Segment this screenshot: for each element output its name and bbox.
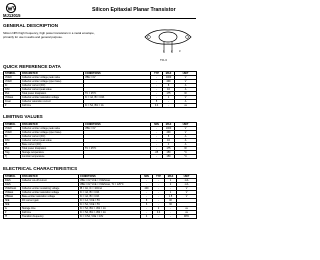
table-cell: IC = 4A, IB = 0.8A	[79, 191, 141, 195]
table-cell: V	[175, 96, 197, 100]
table-cell: -	[141, 207, 153, 211]
table-cell: ts	[4, 207, 21, 211]
table-cell: -65	[151, 151, 163, 155]
table-cell: -	[151, 80, 163, 84]
table-cell: 1000	[163, 76, 175, 80]
table-cell: Collector-emitter saturation voltage	[21, 96, 84, 100]
table-cell: Collector-emitter voltage (open base)	[21, 131, 84, 135]
to3-package-drawing	[143, 25, 193, 57]
table-cell: -	[153, 203, 165, 207]
table-cell: VCEO	[4, 127, 21, 131]
table-cell: Base-emitter saturation voltage	[21, 195, 79, 199]
table-cell: Tstg	[4, 151, 21, 155]
table-cell: Junction temperature	[21, 155, 84, 159]
column-header: CONDITIONS	[84, 72, 151, 76]
table-cell: -	[151, 84, 163, 88]
table-cell: ICES	[4, 183, 21, 187]
table-cell: 400	[163, 131, 175, 135]
table-cell: -	[151, 155, 163, 159]
table-cell: -	[153, 195, 165, 199]
table-cell: ICES	[4, 179, 21, 183]
table-row	[4, 215, 197, 219]
table-cell: 1	[165, 179, 177, 183]
table-cell: us	[175, 104, 197, 108]
table-cell	[84, 155, 151, 159]
table-cell: -	[141, 191, 153, 195]
table-cell: ICM	[4, 88, 21, 92]
limiting-values-heading: LIMITING VALUES	[3, 114, 43, 119]
table-cell: IC = 5A, IB1 = 1A	[84, 104, 151, 108]
table-cell: -	[151, 88, 163, 92]
table-header-row	[4, 72, 197, 76]
table-row	[4, 104, 197, 108]
table-cell: Total power dissipation	[21, 147, 84, 151]
table-cell: IC = 5A, IB1 = -IB2 = 1A	[79, 207, 141, 211]
table-cell: hFE	[4, 199, 21, 203]
column-header: CONDITIONS	[79, 175, 141, 179]
table-cell: W	[175, 92, 197, 96]
table-cell: 4	[163, 143, 175, 147]
table-cell: 175	[163, 92, 175, 96]
company-logo	[4, 3, 18, 13]
table-cell: A	[175, 88, 197, 92]
table-cell: IC = 4A, IB = 0.8A	[84, 96, 151, 100]
table-cell: 2	[153, 207, 165, 211]
table-cell: 1	[165, 191, 177, 195]
table-cell: Collector-emitter voltage peak value	[21, 127, 84, 131]
table-cell: 16	[163, 88, 175, 92]
table-cell: A	[175, 84, 197, 88]
table-cell: VBE = 0V, VCE = VCESmax, TJ = 125°C	[79, 183, 141, 187]
table-cell: A	[175, 135, 197, 139]
column-header: SYMBOL	[4, 72, 21, 76]
table-cell: -	[141, 183, 153, 187]
table-cell: IC	[4, 135, 21, 139]
table-cell: -	[153, 187, 165, 191]
table-cell: 40	[165, 199, 177, 203]
pin-label: 3	[179, 50, 181, 53]
column-header: UNIT	[175, 72, 197, 76]
table-cell: Ptot	[4, 147, 21, 151]
pin-label: 1	[163, 50, 165, 53]
table-cell: -	[165, 211, 177, 215]
table-cell: V	[175, 131, 197, 135]
part-number: MJ13015	[3, 13, 21, 18]
column-header: CONDITIONS	[84, 123, 151, 127]
table-cell: -	[153, 215, 165, 219]
table-cell: 1.5	[165, 195, 177, 199]
table-cell: -	[151, 131, 163, 135]
table-cell: IB	[4, 143, 21, 147]
column-header: UNIT	[175, 123, 197, 127]
table-cell: 4	[141, 215, 153, 219]
table-cell: VCEsat	[4, 191, 21, 195]
table-header-row	[4, 123, 197, 127]
table-cell: Collector current (DC)	[21, 84, 84, 88]
table-cell: Collector-emitter saturation voltage	[21, 191, 79, 195]
column-header: PARAMETER	[21, 123, 84, 127]
table-cell: mA	[177, 183, 197, 187]
package-label: TO-3	[160, 58, 167, 62]
table-cell: Transition frequency	[21, 215, 79, 219]
table-cell: °C	[175, 155, 197, 159]
table-cell: V	[175, 80, 197, 84]
page-title: Silicon Epitaxial Planar Transistor	[92, 7, 176, 13]
table-cell: VCEsat	[4, 96, 21, 100]
pin-label: 2	[171, 50, 173, 53]
table-cell: VCEO	[4, 80, 21, 84]
header-divider	[3, 18, 196, 19]
table-cell: Base current (DC)	[21, 143, 84, 147]
quick-reference-heading: QUICK REFERENCE DATA	[3, 64, 61, 69]
table-cell: -	[165, 187, 177, 191]
table-cell: -	[141, 195, 153, 199]
column-header: MAX	[163, 72, 175, 76]
general-description-heading: GENERAL DESCRIPTION	[3, 23, 59, 28]
quick-reference-table	[3, 71, 197, 108]
table-cell: V	[175, 76, 197, 80]
table-cell: IC = 4A, IB = 0.8A	[79, 195, 141, 199]
table-cell: A	[175, 143, 197, 147]
table-cell: -	[151, 92, 163, 96]
table-cell: TC = 25°C	[84, 92, 151, 96]
table-cell: IC = 0.5A, VCE = 10V	[79, 215, 141, 219]
table-cell: 2	[165, 183, 177, 187]
table-cell: us	[177, 211, 197, 215]
table-cell: 30	[165, 203, 177, 207]
table-cell: IB = 0A, IC = 100mA	[79, 187, 141, 191]
table-cell: -	[151, 127, 163, 131]
table-cell: Tj	[4, 155, 21, 159]
column-header: SYMBOL	[4, 123, 21, 127]
column-header: TYP	[151, 72, 163, 76]
table-cell: -	[165, 215, 177, 219]
table-cell: 175	[163, 147, 175, 151]
table-cell: 1	[163, 96, 175, 100]
table-cell: VBE = 0V	[84, 76, 151, 80]
table-cell: VCEO	[4, 76, 21, 80]
column-header: MIN	[151, 123, 163, 127]
table-cell: VBE = 0V	[84, 127, 151, 131]
table-cell: Fall time	[21, 211, 79, 215]
table-cell: Storage temperature	[21, 151, 84, 155]
table-cell: Collector-emitter voltage peak value	[21, 76, 84, 80]
table-cell: VBE = 0V, VCE = VCESmax	[79, 179, 141, 183]
table-cell: 400	[163, 80, 175, 84]
column-header: MIN	[141, 175, 153, 179]
table-cell: 16	[163, 139, 175, 143]
table-cell: V	[175, 127, 197, 131]
table-cell: DC current gain	[21, 199, 79, 203]
table-cell: Collector-emitter sustaining voltage	[21, 187, 79, 191]
table-cell: Collector cut-off current	[21, 179, 79, 183]
table-cell: 400	[141, 187, 153, 191]
table-cell: Collector saturation current	[21, 100, 84, 104]
table-cell: -	[153, 179, 165, 183]
table-cell: Total power dissipation	[21, 92, 84, 96]
table-cell: -	[163, 100, 175, 104]
table-cell: Collector current (DC)	[21, 135, 84, 139]
table-row	[4, 96, 197, 100]
table-cell: IC	[4, 84, 21, 88]
table-cell: -	[151, 135, 163, 139]
table-cell: tf	[4, 211, 21, 215]
table-cell: -	[141, 179, 153, 183]
column-header: PARAMETER	[21, 72, 84, 76]
table-cell: 6	[141, 203, 153, 207]
column-header: PARAMETER	[21, 175, 79, 179]
table-cell: V	[177, 191, 197, 195]
column-header: MAX	[165, 175, 177, 179]
column-header: MAX	[163, 123, 175, 127]
table-cell: °C	[175, 151, 197, 155]
general-description-text: Silicon NPN high frequency, high power transistors in a metal envelope, primarily for use in audio and general purpose.	[3, 31, 95, 39]
table-cell: us	[177, 207, 197, 211]
electrical-characteristics-heading: ELECTRICAL CHARACTERISTICS	[3, 166, 78, 171]
table-cell: Collector-emitter voltage (open base)	[21, 80, 84, 84]
table-cell: 8	[163, 84, 175, 88]
table-cell: -	[165, 207, 177, 211]
column-header: TYP	[153, 175, 165, 179]
table-cell: IC = 5A, IB1 = -IB2 = 1A	[79, 211, 141, 215]
table-cell: -	[151, 147, 163, 151]
table-cell: ICM	[4, 139, 21, 143]
table-cell: 8	[163, 135, 175, 139]
table-row	[4, 155, 197, 159]
table-cell: 8	[141, 199, 153, 203]
table-cell: V	[177, 187, 197, 191]
table-cell: TC = 25°C	[84, 147, 151, 151]
table-cell: 0.4	[153, 211, 165, 215]
table-cell: Ptot	[4, 92, 21, 96]
table-cell: W	[175, 147, 197, 151]
table-cell: 150	[163, 155, 175, 159]
table-cell: MHz	[177, 215, 197, 219]
table-cell: -	[153, 183, 165, 187]
table-cell: -	[141, 211, 153, 215]
table-cell: fT	[4, 215, 21, 219]
table-cell: 1000	[163, 127, 175, 131]
table-cell: -	[163, 104, 175, 108]
table-cell: Fall time	[21, 104, 84, 108]
table-cell: VCEO	[4, 131, 21, 135]
table-cell: Collector current peak value	[21, 139, 84, 143]
table-cell: Collector current peak value	[21, 88, 84, 92]
table-cell: IC = 1A, VCE = 5V	[79, 199, 141, 203]
table-cell: mA	[177, 179, 197, 183]
table-cell: 150	[163, 151, 175, 155]
table-cell: -	[151, 96, 163, 100]
column-header: SYMBOL	[4, 175, 21, 179]
electrical-characteristics-table	[3, 174, 197, 219]
table-cell: -	[151, 76, 163, 80]
limiting-values-table	[3, 122, 197, 159]
table-cell: Storage time	[21, 207, 79, 211]
table-cell: -	[153, 199, 165, 203]
table-cell: VBEsat	[4, 195, 21, 199]
table-cell: -	[153, 191, 165, 195]
table-cell: tf	[4, 104, 21, 108]
table-cell: A	[175, 100, 197, 104]
table-cell: ICsat	[4, 100, 21, 104]
table-cell: 0.4	[151, 104, 163, 108]
table-cell: -	[151, 143, 163, 147]
column-header: UNIT	[177, 175, 197, 179]
table-cell: 5	[151, 100, 163, 104]
table-cell: VCEOsust	[4, 187, 21, 191]
table-cell: A	[175, 139, 197, 143]
table-cell: hFE	[4, 203, 21, 207]
table-cell: -	[151, 139, 163, 143]
table-cell: IC = 5A, VCE = 5V	[79, 203, 141, 207]
table-cell: V	[177, 195, 197, 199]
